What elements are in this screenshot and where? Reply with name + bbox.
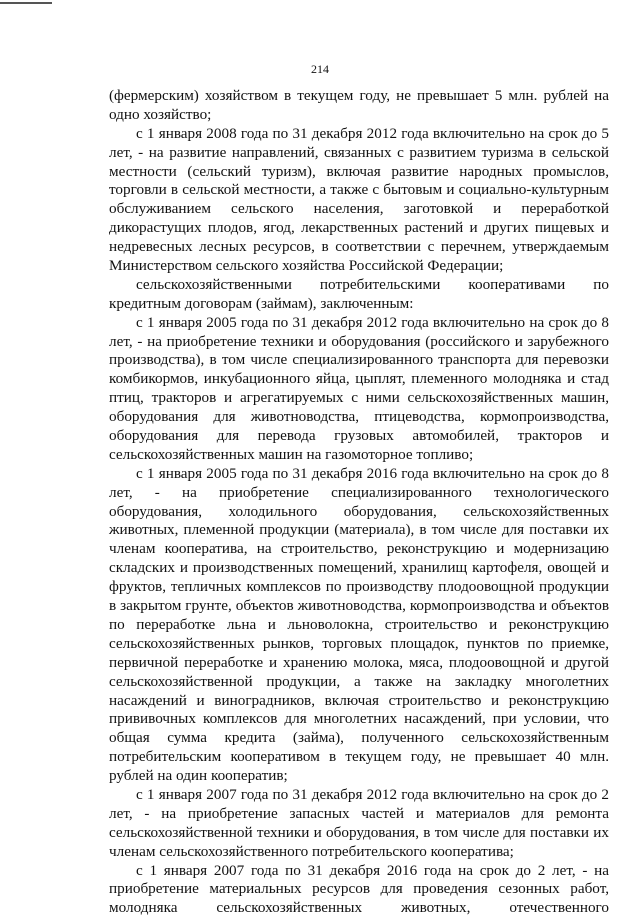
text-line: сельскохозяйственной техники и оборудования, в том числе для поставки их [109,823,609,841]
text-line: торговли в сельской местности, а также с бытовым и социально-культурным [109,181,609,199]
text-line: лет, - на приобретение техники и оборудования (российского и зарубежного [109,332,609,350]
text-line: оборудования для перевода грузовых автомобилей, тракторов и [109,427,609,445]
text-line: членам кооператива, на строительство, реконструкцию и модернизацию [109,540,609,558]
text-line: кредитным договорам (займам), заключенным: [109,294,414,312]
text-line: сельскохозяйственных рынков, торговых площадок, пунктов по приемке, [109,634,609,652]
text-line: потребительским кооперативом в текущем году, не превышает 40 млн. [109,748,609,766]
document-body [109,87,609,918]
text-line: с 1 января 2005 года по 31 декабря 2012 года включительно на срок до 8 [136,313,609,331]
text-line: прививочных комплексов для многолетних насаждений, при условии, что [109,710,609,728]
text-line: рублей на один кооператив; [109,767,288,785]
text-line: местности (сельский туризм), включая развитие народных промыслов, [109,162,609,180]
page-number: 214 [311,62,329,76]
text-line: оборудования для животноводства, птицеводства, кормопроизводства, [109,408,609,426]
text-line: молодняка сельскохозяйственных животных, отечественного [109,899,609,917]
text-line: с 1 января 2007 года по 31 декабря 2012 года включительно на срок до 2 [136,785,609,803]
text-line: дикорастущих плодов, ягод, лекарственных растений и других пищевых и [109,219,609,237]
text-line: одно хозяйство; [109,105,212,123]
text-line: обслуживанием сельского населения, заготовкой и переработкой [109,200,609,218]
text-line: в закрытом грунте, объектов животноводства, кормопроизводства и объектов [109,597,609,615]
text-line: комбикормов, инкубационного яйца, цыплят, племенного молодняка и стад [109,370,609,388]
text-line: животных, племенной продукции (материала), в том числе для поставки их [109,521,609,539]
text-line: производства), в том числе специализированного транспорта для перевозки [109,351,609,369]
text-line: общая сумма кредита (займа), полученного сельскохозяйственным [109,729,609,747]
text-line: складских и производственных помещений, хранилищ картофеля, овощей и [109,559,609,577]
text-line: членам сельскохозяйственного потребительского кооператива; [109,842,514,860]
text-line: приобретение материальных ресурсов для проведения сезонных работ, [109,880,609,898]
text-line: лет, - на приобретение специализированного технологического [109,483,609,501]
text-line: лет, - на приобретение запасных частей и материалов для ремонта [109,804,609,822]
text-line: недревесных лесных ресурсов, в соответствии с перечнем, утверждаемым [109,238,609,256]
header-rule [0,2,52,4]
text-line: Министерством сельского хозяйства Российской Федерации; [109,257,504,275]
text-line: оборудования, холодильного оборудования, сельскохозяйственных [109,502,609,520]
text-line: первичной переработке и хранению молока, мяса, плодоовощной и другой [109,653,609,671]
text-line: насаждений и виноградников, включая строительство и реконструкцию [109,691,609,709]
text-line: фруктов, тепличных комплексов по производству плодоовощной продукции [109,578,609,596]
text-line: с 1 января 2007 года по 31 декабря 2016 года на срок до 2 лет, - на [136,861,609,879]
text-line: сельскохозяйственной продукции, а также на закладку многолетних [109,672,609,690]
text-line: птиц, тракторов и агрегатируемых с ними сельскохозяйственных машин, [109,389,609,407]
text-line: с 1 января 2005 года по 31 декабря 2016 года включительно на срок до 8 [136,464,609,482]
text-line: (фермерским) хозяйством в текущем году, не превышает 5 млн. рублей на [109,87,609,104]
text-line: сельскохозяйственными потребительскими кооперативами по [136,275,609,293]
text-line: по переработке льна и льноволокна, строительство и реконструкцию [109,615,609,633]
text-line: лет, - на развитие направлений, связанных с развитием туризма в сельской [109,143,609,161]
text-line: с 1 января 2008 года по 31 декабря 2012 года включительно на срок до 5 [136,124,609,142]
text-line: сельскохозяйственных машин на газомоторное топливо; [109,445,474,463]
